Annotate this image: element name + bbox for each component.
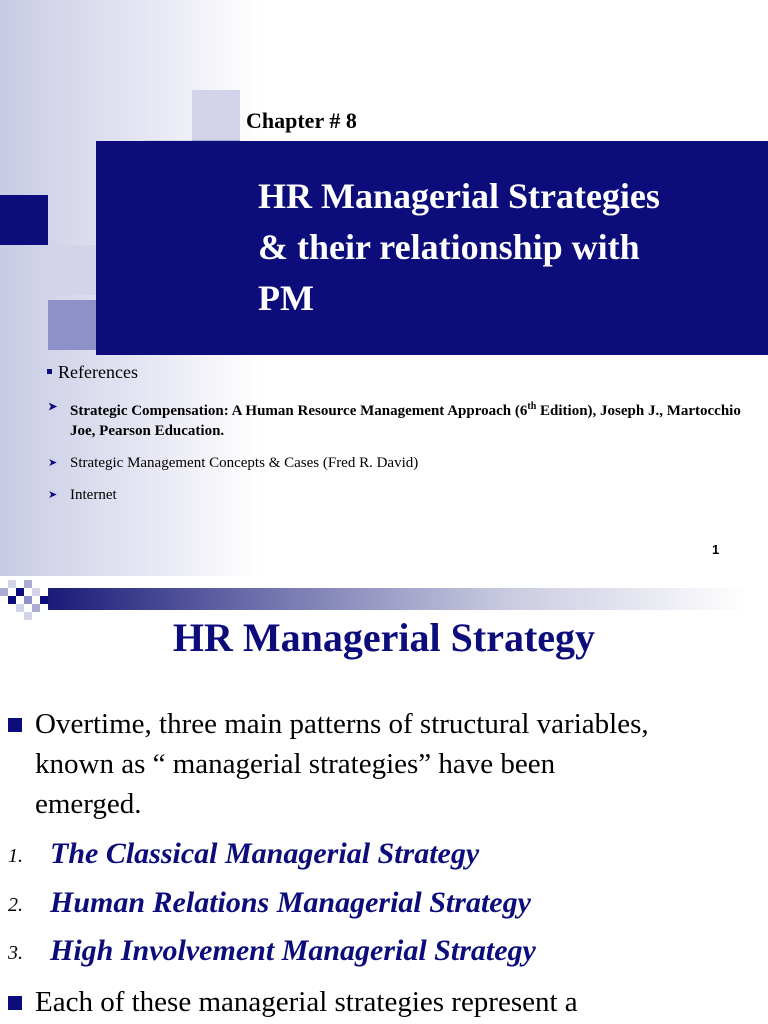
deco-pixel	[8, 580, 16, 588]
deco-pixel	[40, 596, 48, 604]
slide-title	[258, 171, 758, 324]
arrow-bullet-icon: ➤	[48, 489, 58, 501]
square-bullet-icon	[47, 369, 52, 374]
arrow-bullet-icon: ➤	[48, 457, 58, 469]
deco-pixel	[0, 588, 8, 596]
deco-square	[0, 195, 48, 245]
decorative-bar	[48, 588, 748, 610]
page-number: 1	[712, 542, 720, 557]
arrow-bullet-icon: ➤	[48, 401, 58, 413]
reference-item: ➤ Strategic Compensation: A Human Resource Management Approach (6th Edition), Joseph J., Martocchio Joe, Pearson Education.	[48, 397, 748, 441]
chapter-label: Chapter # 8	[246, 108, 357, 133]
references-heading: References	[47, 362, 138, 383]
deco-pixel	[32, 588, 40, 596]
deco-pixel	[24, 580, 32, 588]
slide-heading: HR Managerial Strategy	[172, 615, 596, 660]
deco-square	[48, 300, 96, 350]
deco-pixel	[16, 604, 24, 612]
deco-pixel	[8, 596, 16, 604]
reference-item: ➤ Strategic Management Concepts & Cases (Fred R. David)	[48, 455, 419, 471]
square-bullet-icon	[8, 996, 22, 1010]
title-line: & their relationship with	[258, 227, 640, 267]
deco-pixel	[16, 588, 24, 596]
content-slide: HR Managerial Strategy Overtime, three main patterns of structural variables, known as “ managerial strategies” have been emerged. 1. The Classical Managerial Strategy 2. Human Relations Managerial Strategy 3. High Involvement Managerial Strategy Each of these managerial strategies represent a	[0, 576, 768, 1024]
square-bullet-icon	[8, 718, 22, 732]
reference-item: ➤ Internet	[48, 487, 117, 503]
reference-list	[48, 397, 748, 517]
deco-square	[192, 90, 240, 140]
deco-pixel	[32, 604, 40, 612]
title-line: PM	[258, 278, 314, 318]
deco-square	[48, 245, 96, 295]
deco-pixel	[24, 596, 32, 604]
title-line: HR Managerial Strategies	[258, 176, 660, 216]
